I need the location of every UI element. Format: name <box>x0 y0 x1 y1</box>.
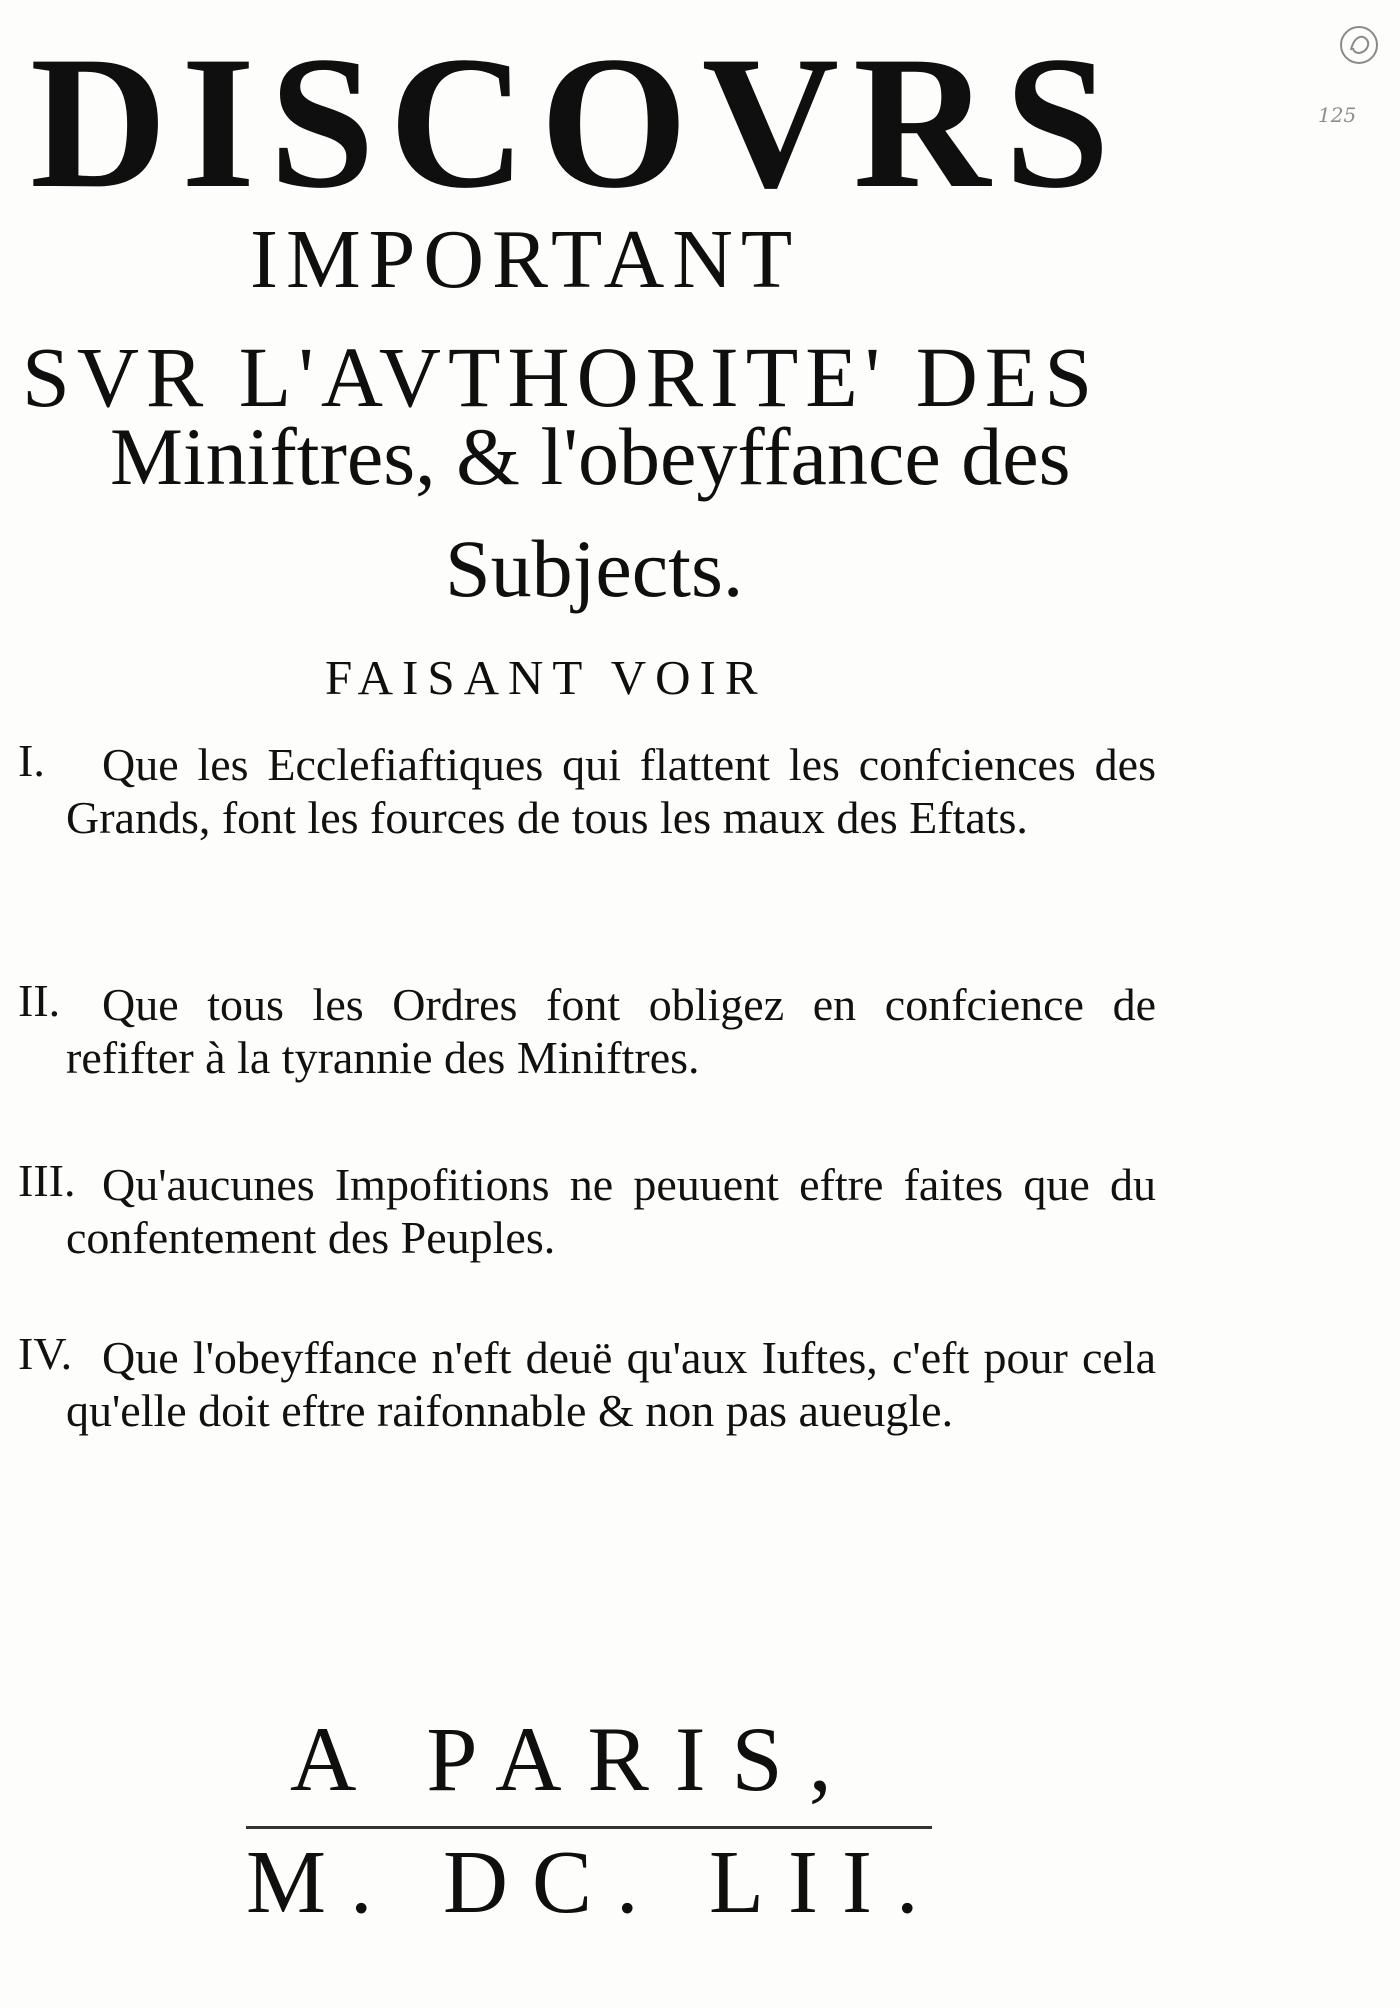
section-heading: FAISANT VOIR <box>325 650 767 705</box>
imprint-place: A PARIS, <box>290 1708 858 1810</box>
item-text-4: Que l'obeyffance n'eft deuë qu'aux Iuftes, c'eft pour cela qu'elle doit eftre raifonnable & non pas aueugle. <box>66 1332 1156 1436</box>
imprint-date: M. DC. LII. <box>246 1833 943 1932</box>
subtitle-line-1: IMPORTANT <box>250 213 801 306</box>
item-numeral-1: I. <box>18 735 45 786</box>
library-stamp <box>1336 22 1382 68</box>
item-numeral-4: IV. <box>18 1328 73 1379</box>
item-text-1: Que les Ecclefiaftiques qui flattent les confciences des Grands, font les fources de tous les maux des Eftats. <box>66 739 1156 843</box>
imprint-divider <box>246 1826 932 1829</box>
document-title: DISCOVRS <box>30 18 1124 228</box>
item-numeral-3: III. <box>18 1155 76 1206</box>
subtitle-line-3: Miniftres, & l'obeyffance des <box>110 411 1071 502</box>
item-text-3: Qu'aucunes Impofitions ne peuuent eftre faites que du confentement des Peuples. <box>66 1159 1156 1263</box>
margin-note: 125 <box>1318 103 1357 127</box>
subtitle-line-2: SVR L'AVTHORITE' DES <box>22 329 1100 425</box>
item-numeral-2: II. <box>18 975 61 1026</box>
item-text-2: Que tous les Ordres font obligez en confcience de refifter à la tyrannie des Miniftres. <box>66 979 1156 1083</box>
subtitle-line-4: Subjects. <box>445 523 744 614</box>
